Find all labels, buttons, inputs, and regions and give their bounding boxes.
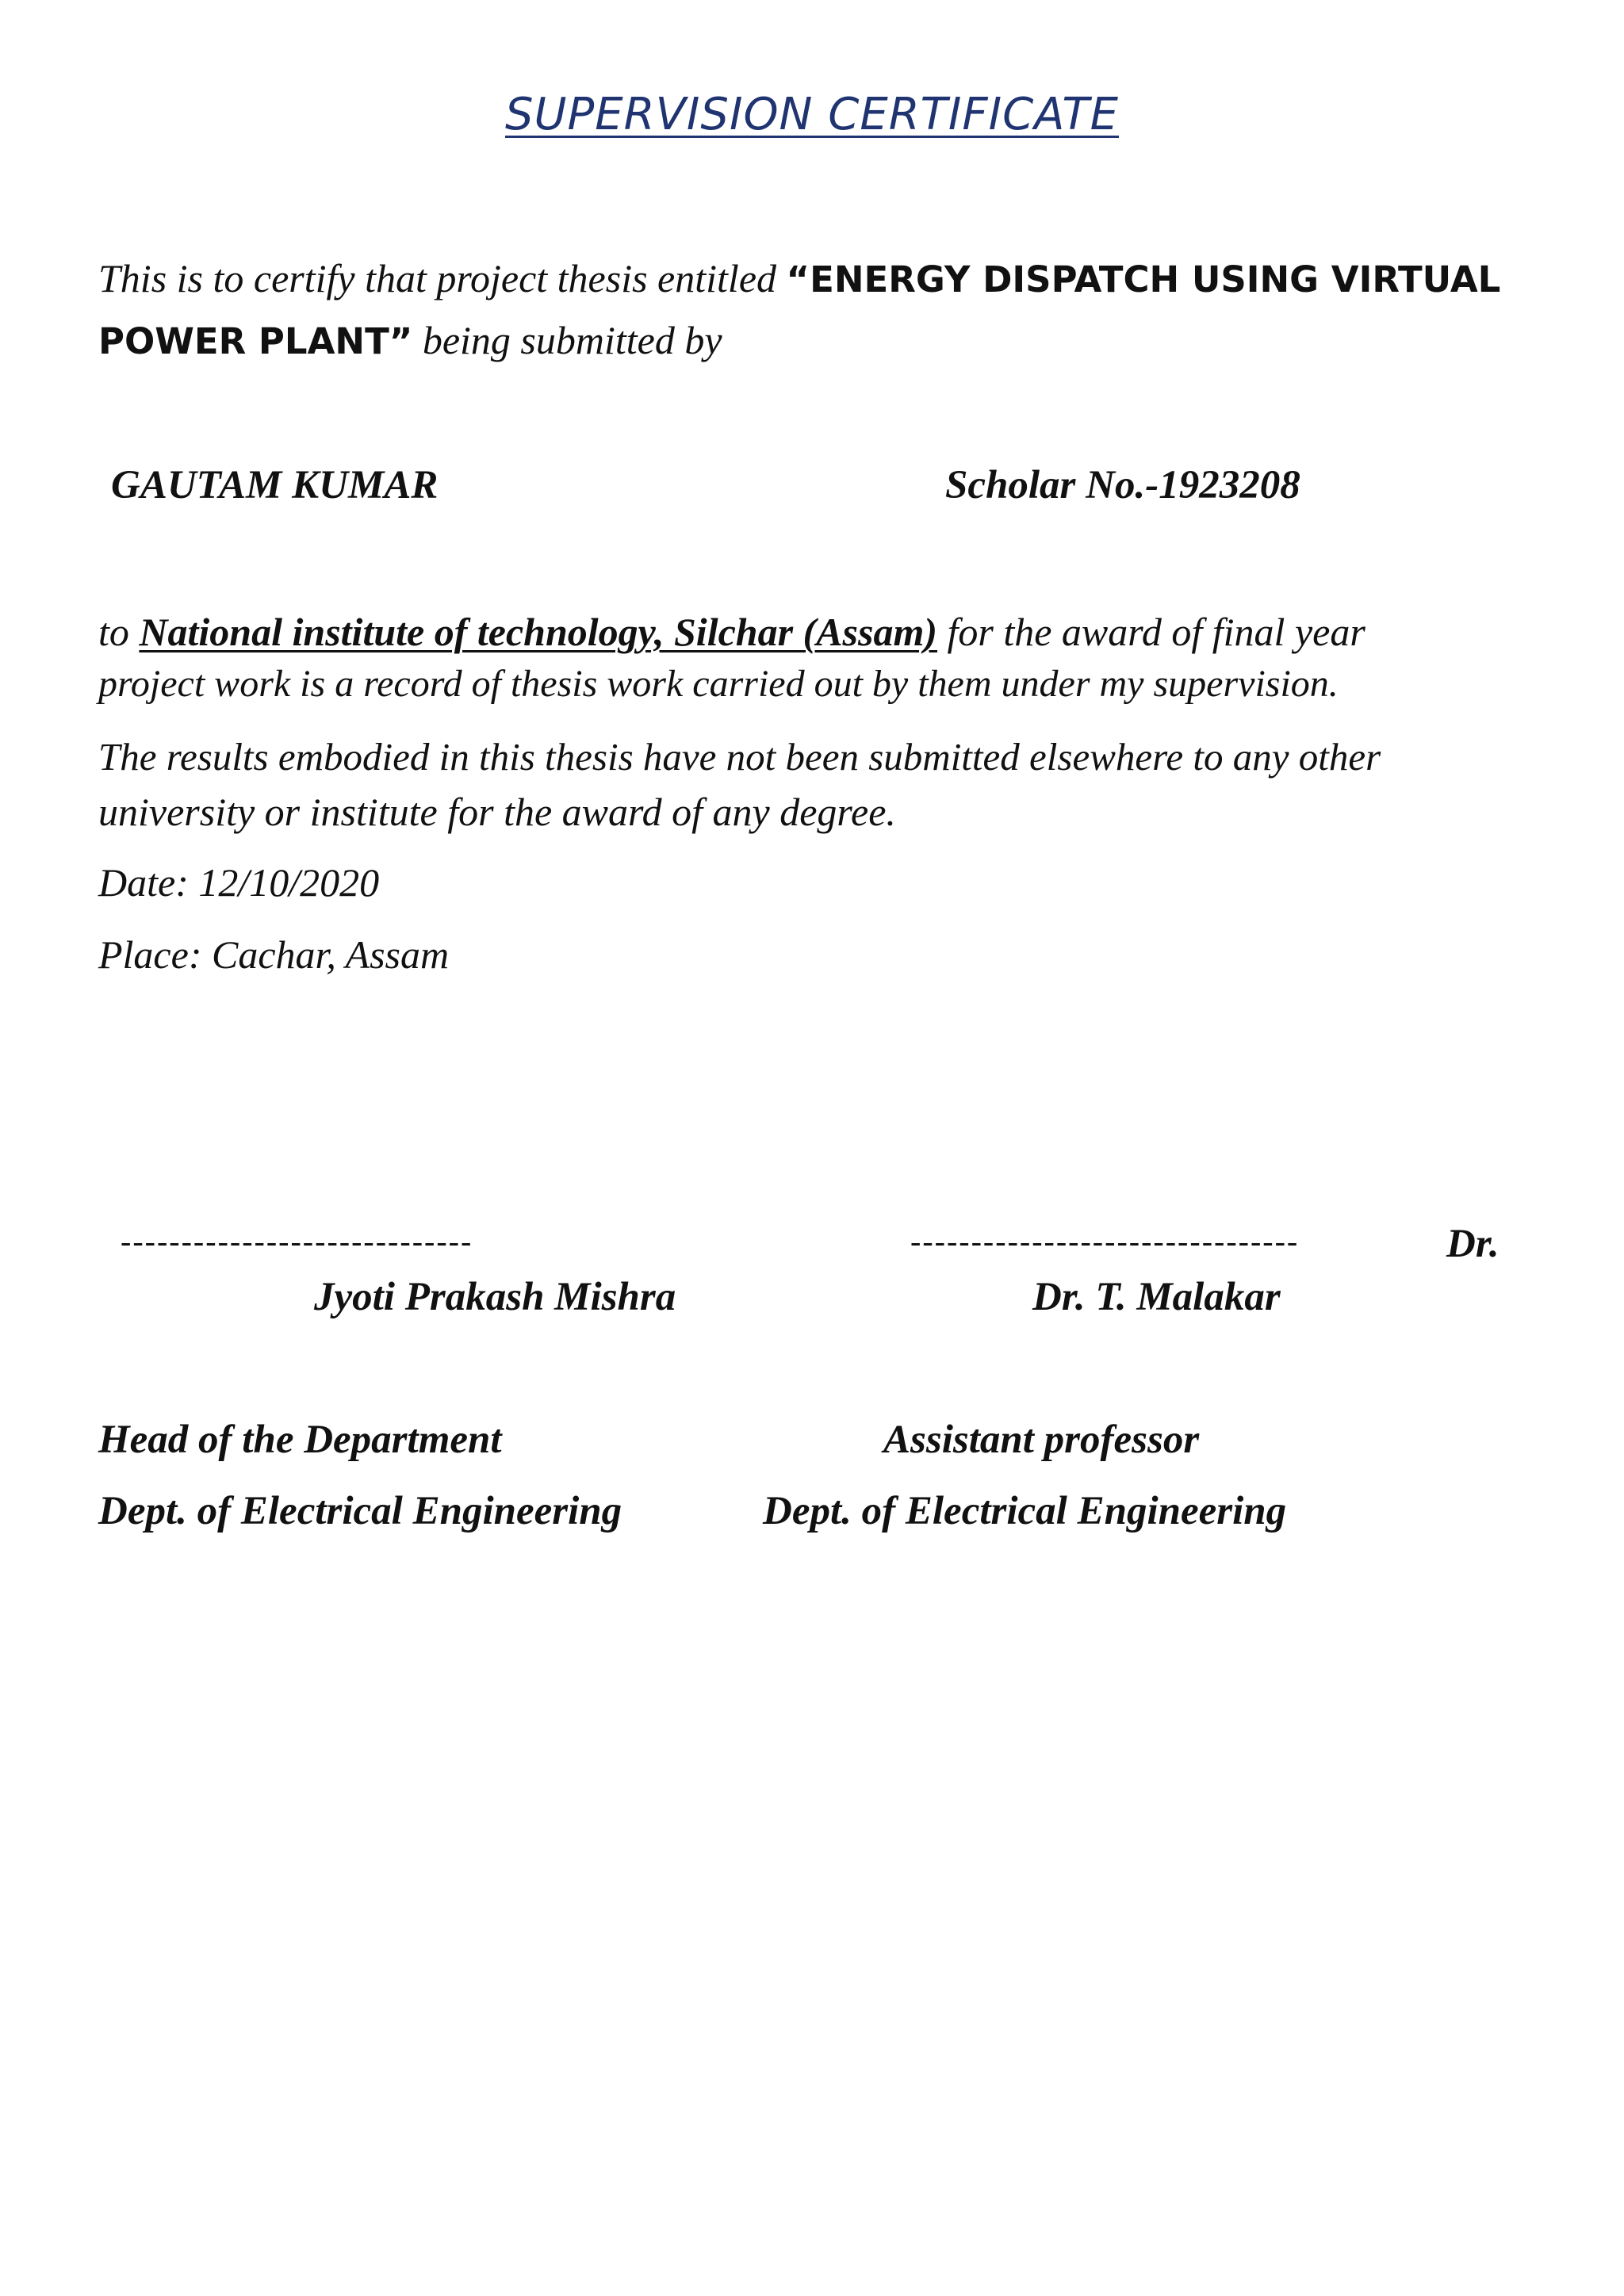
right-signatory-title: Assistant professor xyxy=(883,1418,1200,1462)
body-line-3: The results embodied in this thesis have not been submitted elsewhere to any other xyxy=(98,735,1381,779)
thesis-title-part-1: “ENERGY DISPATCH USING VIRTUAL xyxy=(786,258,1501,300)
intro-prefix: This is to certify that project thesis entitled xyxy=(98,256,787,300)
right-signatory-name: Dr. T. Malakar xyxy=(1032,1275,1281,1319)
certificate-title: SUPERVISION CERTIFICATE xyxy=(504,89,1120,140)
left-signature-line: ----------------------------- xyxy=(121,1223,473,1259)
body-line-4: university or institute for the award of any degree. xyxy=(98,790,896,834)
intro-line-2 xyxy=(98,317,722,363)
student-name: GAUTAM KUMAR xyxy=(111,463,439,507)
left-signatory-department: Dept. of Electrical Engineering xyxy=(98,1489,622,1533)
institute-name: National institute of technology, Silchar (Assam) xyxy=(139,610,937,654)
right-signature-line: -------------------------------- xyxy=(910,1223,1300,1259)
scholar-number: Scholar No.-1923208 xyxy=(945,463,1300,507)
right-signatory-prefix: Dr. xyxy=(1446,1222,1500,1266)
place-line: Place: Cachar, Assam xyxy=(98,932,450,977)
date-line: Date: 12/10/2020 xyxy=(98,860,380,905)
body-line-1 xyxy=(98,609,1365,655)
body-suffix: for the award of final year xyxy=(937,610,1365,654)
intro-suffix: being submitted by xyxy=(412,318,722,362)
body-prefix: to xyxy=(98,610,140,654)
right-signatory-department: Dept. of Electrical Engineering xyxy=(763,1489,1287,1533)
intro-line-1 xyxy=(98,255,1500,301)
thesis-title-part-2: POWER PLANT” xyxy=(98,320,413,362)
left-signatory-title: Head of the Department xyxy=(98,1418,502,1462)
left-signatory-name: Jyoti Prakash Mishra xyxy=(314,1275,676,1319)
body-line-2: project work is a record of thesis work carried out by them under my supervision. xyxy=(98,663,1339,705)
